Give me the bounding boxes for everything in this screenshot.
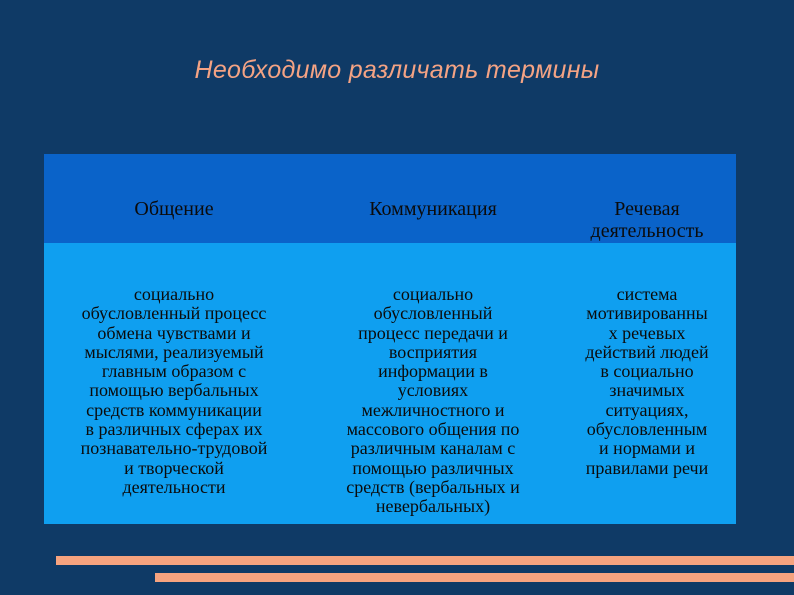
table-header-row	[44, 154, 736, 243]
definition-rechevaya-deyatelnost: система мотивированны х речевых действий людей в социально значимых ситуациях, обусловленным и нормами и правилами речи	[585, 284, 709, 478]
header-obshchenie: Общение	[134, 198, 214, 220]
slide-title: Необходимо различать термины	[194, 56, 600, 84]
decorative-bar-bottom	[155, 573, 794, 582]
definition-obshchenie: социально обусловленный процесс обмена чувствами и мыслями, реализуемый главным образом с помощью вербальных средств коммуникации в различных сферах их познавательно-трудовой и творческой деятельности	[80, 284, 268, 497]
definition-kommunikatsiya: социально обусловленный процесс передачи и восприятия информации в условиях межличностного и массового общения по различным каналам с помощью различных средств (вербальных и невербальных)	[346, 284, 520, 517]
terms-table	[44, 154, 736, 524]
header-rechevaya-deyatelnost: Речевая деятельность	[590, 198, 704, 242]
decorative-bar-top	[56, 556, 794, 565]
header-kommunikatsiya: Коммуникация	[369, 198, 497, 220]
